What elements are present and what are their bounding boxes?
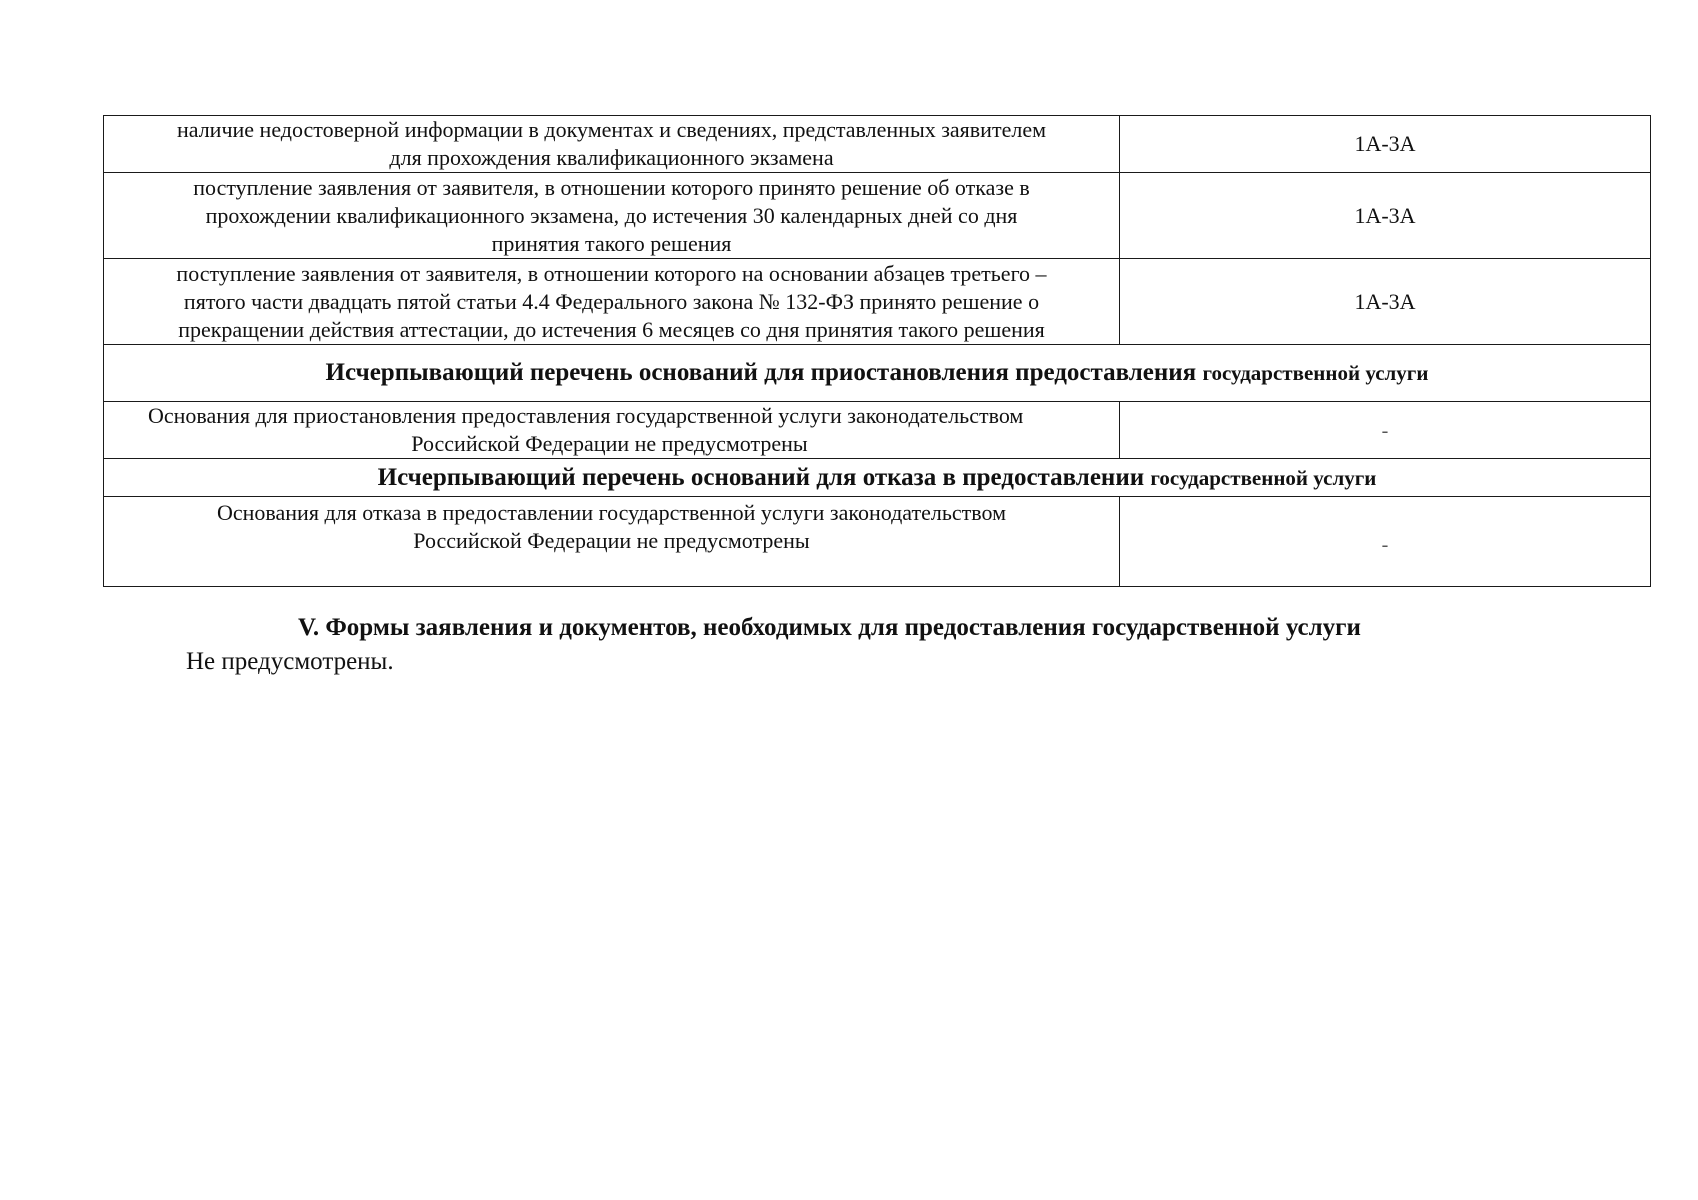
reason-text: Основания для отказа в предоставлении государственной услуги законодательством Российской Федерации не предусмотрены xyxy=(217,500,1006,553)
reason-cell xyxy=(104,497,1120,587)
section-note: Не предусмотрены. xyxy=(186,648,394,675)
grounds-table xyxy=(103,115,1651,587)
code-cell xyxy=(1120,497,1651,587)
code-cell xyxy=(1120,173,1651,259)
refusal-heading-tail: государственной услуги xyxy=(1150,465,1377,490)
reason-text: поступление заявления от заявителя, в отношении которого на основании абзацев третьего – пятого части двадцать пятой статьи 4.4 Федерального закона № 132-ФЗ принято решение о прекращении действия аттестации, до истечения 6 месяцев со дня принятия такого решения xyxy=(176,260,1047,342)
reason-text: поступление заявления от заявителя, в отношении которого принято решение об отказе в прохождении квалификационного экзамена, до истечения 30 календарных дней со дня принятия такого решения xyxy=(193,174,1030,256)
code-cell xyxy=(1120,402,1651,459)
suspension-heading-tail: государственной услуги xyxy=(1202,361,1429,385)
table-section-heading xyxy=(104,459,1651,497)
refusal-heading-cell xyxy=(104,459,1651,497)
table-row xyxy=(104,259,1651,345)
table-row xyxy=(104,173,1651,259)
code-value: 1А-3А xyxy=(1354,131,1416,156)
table-row xyxy=(104,497,1651,587)
suspension-text-line2: Российской Федерации не предусмотрены xyxy=(411,431,808,456)
section-heading: V. Формы заявления и документов, необходимых для предоставления государственной услуги xyxy=(298,614,1361,641)
refusal-heading: Исчерпывающий перечень оснований для отказа в предоставлении xyxy=(377,463,1145,491)
reason-cell xyxy=(104,173,1120,259)
table-row xyxy=(104,116,1651,173)
reason-cell xyxy=(104,259,1120,345)
table-section-heading xyxy=(104,345,1651,402)
code-value: 1А-3А xyxy=(1354,202,1416,228)
code-cell xyxy=(1120,116,1651,173)
reason-cell xyxy=(104,402,1120,459)
code-value: 1А-3А xyxy=(1354,288,1416,314)
code-cell xyxy=(1120,259,1651,345)
code-value: - xyxy=(1381,533,1389,556)
code-value: - xyxy=(1381,419,1389,442)
suspension-heading-cell xyxy=(104,345,1651,402)
reason-text: наличие недостоверной информации в документах и сведениях, представленных заявителем для прохождения квалификационного экзамена xyxy=(176,117,1047,170)
suspension-text-line1: Основания для приостановления предоставления государственной услуги законодательством xyxy=(148,403,1024,428)
table-row xyxy=(104,402,1651,459)
reason-cell xyxy=(104,116,1120,173)
suspension-heading: Исчерпывающий перечень оснований для приостановления предоставления xyxy=(325,359,1197,386)
